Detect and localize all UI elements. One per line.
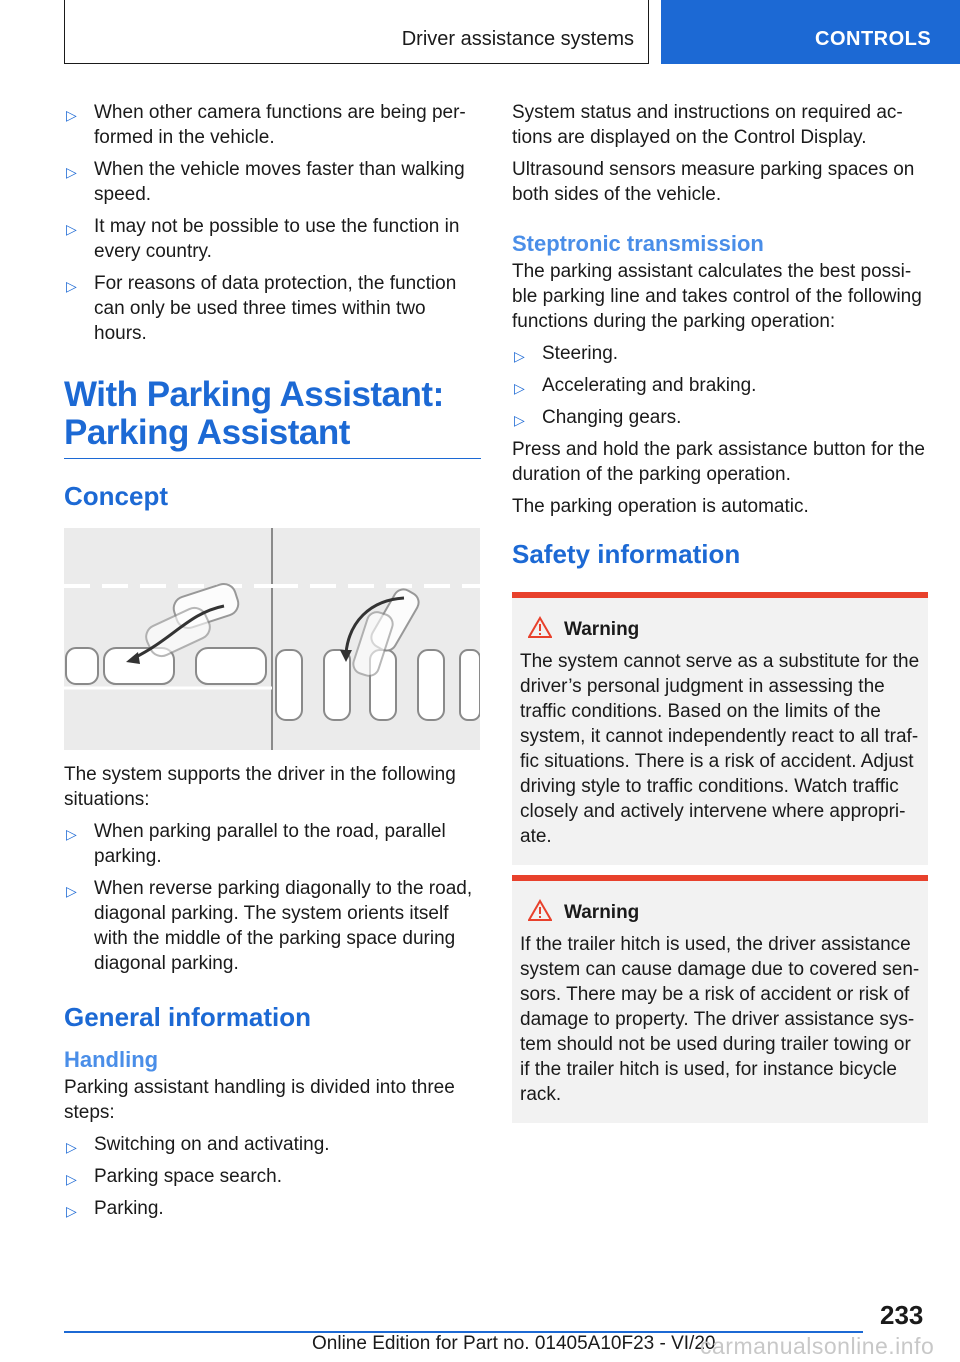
press-hold-text: Press and hold the park assistance button for the duration of the parking operation. xyxy=(512,439,925,485)
edition-text: Online Edition for Part no. 01405A10F23 - VI/20 xyxy=(312,1333,716,1354)
main-heading: With Parking Assistant: Parking Assistant xyxy=(64,376,481,459)
bullet-triangle-icon: ▷ xyxy=(66,883,77,899)
handling-text: Parking assistant handling is divided into three steps: xyxy=(64,1077,455,1123)
list-item: ▷ When the vehicle moves faster than walking speed. xyxy=(66,159,465,205)
page-number: 233 xyxy=(880,1300,924,1330)
warning-label: Warning xyxy=(564,901,640,923)
warning-triangle-icon xyxy=(528,899,552,926)
safety-information-heading: Safety information xyxy=(512,539,741,569)
list-item: ▷ Parking space search. xyxy=(64,1164,481,1189)
concept-heading: Concept xyxy=(64,481,168,511)
bullet-triangle-icon: ▷ xyxy=(514,348,525,364)
list-item: ▷ Accelerating and braking. xyxy=(512,373,928,398)
bullet-triangle-icon: ▷ xyxy=(66,107,77,123)
bullet-triangle-icon: ▷ xyxy=(514,412,525,428)
bullet-triangle-icon: ▷ xyxy=(66,1139,77,1155)
list-item: ▷ When reverse parking diagonally to the road, diagonal parking. The system orients itself with the middle of the parking space during diagonal parking. xyxy=(66,878,473,974)
handling-heading: Handling xyxy=(64,1047,159,1072)
list-item: ▷ For reasons of data protection, the function can only be used three times within two hours. xyxy=(66,273,457,344)
watermark: carmanualsonline.info xyxy=(700,1333,935,1359)
warning-triangle-icon xyxy=(528,616,552,643)
list-item: ▷ When other camera functions are being per-formed in the vehicle. xyxy=(66,102,466,148)
bullet-triangle-icon: ▷ xyxy=(66,826,77,842)
list-item: ▷ Switching on and activating. xyxy=(64,1132,481,1157)
list-item: ▷ Parking. xyxy=(64,1196,481,1221)
concept-text: The system supports the driver in the following situations: xyxy=(64,764,456,810)
list-item: ▷ When parking parallel to the road, parallel parking. xyxy=(66,821,446,867)
general-information-heading: General information xyxy=(64,1002,312,1032)
bullet-triangle-icon: ▷ xyxy=(66,278,77,294)
list-item: ▷ Changing gears. xyxy=(512,405,928,430)
parking-illustration xyxy=(64,528,480,750)
bullet-triangle-icon: ▷ xyxy=(66,221,77,237)
header-section-title: Driver assistance systems xyxy=(401,28,634,50)
automatic-text: The parking operation is automatic. xyxy=(512,496,809,517)
warning-label: Warning xyxy=(564,618,640,640)
warning-box xyxy=(512,875,928,1123)
bullet-triangle-icon: ▷ xyxy=(66,164,77,180)
list-item: ▷ It may not be possible to use the function in every country. xyxy=(66,216,460,262)
ultrasound-text: Ultrasound sensors measure parking spaces on both sides of the vehicle. xyxy=(512,159,915,205)
concept-bullet-list xyxy=(64,819,481,976)
intro-bullet-list xyxy=(64,100,481,346)
right-column xyxy=(512,100,928,1123)
bullet-triangle-icon: ▷ xyxy=(66,1171,77,1187)
bullet-triangle-icon: ▷ xyxy=(66,1203,77,1219)
warning-text: The system cannot serve as a substitute for the driver’s personal judgment in assessing the traffic conditions. Based on the limits of the system, it cannot independently react to all traf-fic situations. There is a risk of accident. Adjust driving style to traffic conditions. Watch traffic closely and actively intervene where appropri-ate. xyxy=(520,651,920,847)
warning-box xyxy=(512,592,928,865)
left-column xyxy=(64,100,481,1228)
header-section-box xyxy=(64,0,649,64)
steptronic-bullet-list xyxy=(512,341,928,430)
handling-bullet-list xyxy=(64,1132,481,1221)
steptronic-text: The parking assistant calculates the best possi-ble parking line and takes control of the following functions during the parking operation: xyxy=(512,261,922,332)
list-item: ▷ Steering. xyxy=(512,341,928,366)
header-chapter-label: CONTROLS xyxy=(815,28,932,50)
steptronic-heading: Steptronic transmission xyxy=(512,231,764,256)
bullet-triangle-icon: ▷ xyxy=(514,380,525,396)
status-text: System status and instructions on required ac-tions are displayed on the Control Display. xyxy=(512,102,903,148)
header-chapter-tab xyxy=(661,0,960,64)
warning-text: If the trailer hitch is used, the driver assistance system can cause damage due to covered sen-sors. There may be a risk of accident or risk of damage to property. The driver assistance sys-tem should not be used during trailer towing or if the trailer hitch is used, for instance bicycle rack. xyxy=(520,934,920,1105)
